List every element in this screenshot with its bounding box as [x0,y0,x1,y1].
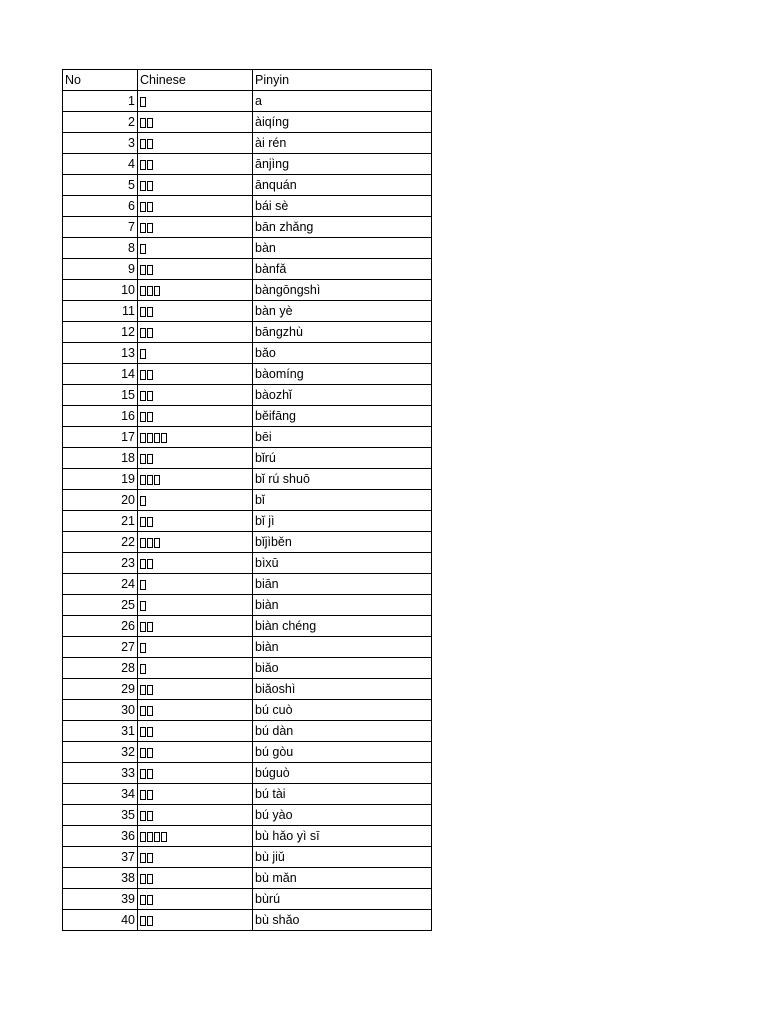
cell-no[interactable]: 16 [63,406,138,427]
cell-no[interactable]: 18 [63,448,138,469]
cell-chinese[interactable] [138,406,253,427]
missing-glyph-icon [140,832,146,842]
cell-chinese[interactable] [138,385,253,406]
missing-glyph-icon [147,475,153,485]
missing-glyph-icon [140,118,146,128]
missing-glyph-boxes [140,685,153,695]
missing-glyph-icon [140,811,146,821]
table-row [63,889,432,910]
cell-chinese[interactable] [138,784,253,805]
missing-glyph-icon [140,916,146,926]
cell-no[interactable]: 2 [63,112,138,133]
missing-glyph-icon [140,328,146,338]
missing-glyph-icon [140,181,146,191]
missing-glyph-icon [147,790,153,800]
table-row [63,154,432,175]
missing-glyph-icon [140,706,146,716]
cell-chinese[interactable] [138,637,253,658]
cell-chinese[interactable] [138,112,253,133]
header-pinyin[interactable]: Pinyin [253,70,432,91]
cell-pinyin[interactable]: bú yào [253,805,432,826]
cell-no[interactable]: 37 [63,847,138,868]
cell-no[interactable]: 19 [63,469,138,490]
cell-pinyin[interactable]: bǐjìběn [253,532,432,553]
missing-glyph-icon [147,328,153,338]
cell-no[interactable]: 23 [63,553,138,574]
missing-glyph-icon [140,727,146,737]
cell-no[interactable]: 34 [63,784,138,805]
missing-glyph-boxes [140,349,146,359]
missing-glyph-boxes [140,769,153,779]
cell-pinyin[interactable]: bù shǎo [253,910,432,931]
cell-no[interactable]: 1 [63,91,138,112]
cell-no[interactable]: 39 [63,889,138,910]
missing-glyph-boxes [140,601,146,611]
missing-glyph-boxes [140,454,153,464]
cell-chinese[interactable] [138,910,253,931]
cell-no[interactable]: 21 [63,511,138,532]
cell-chinese[interactable] [138,889,253,910]
cell-chinese[interactable] [138,532,253,553]
missing-glyph-icon [161,832,167,842]
table-row [63,322,432,343]
cell-pinyin[interactable]: bú tài [253,784,432,805]
missing-glyph-boxes [140,433,167,443]
cell-chinese[interactable] [138,616,253,637]
missing-glyph-boxes [140,160,153,170]
cell-no[interactable]: 27 [63,637,138,658]
table-row [63,469,432,490]
cell-pinyin[interactable]: bǐ jì [253,511,432,532]
cell-no[interactable]: 6 [63,196,138,217]
missing-glyph-boxes [140,328,153,338]
cell-pinyin[interactable]: bàozhǐ [253,385,432,406]
cell-no[interactable]: 17 [63,427,138,448]
missing-glyph-icon [147,202,153,212]
missing-glyph-icon [140,496,146,506]
table-row [63,301,432,322]
missing-glyph-icon [147,517,153,527]
cell-chinese[interactable] [138,427,253,448]
cell-chinese[interactable] [138,91,253,112]
missing-glyph-icon [147,916,153,926]
missing-glyph-icon [154,475,160,485]
missing-glyph-icon [147,748,153,758]
missing-glyph-icon [140,664,146,674]
missing-glyph-icon [140,853,146,863]
cell-no[interactable]: 28 [63,658,138,679]
missing-glyph-boxes [140,223,153,233]
missing-glyph-boxes [140,727,153,737]
missing-glyph-icon [147,370,153,380]
missing-glyph-boxes [140,181,153,191]
table-row [63,112,432,133]
missing-glyph-icon [140,622,146,632]
cell-pinyin[interactable]: bú cuò [253,700,432,721]
table-row [63,742,432,763]
table-row [63,385,432,406]
missing-glyph-icon [140,265,146,275]
cell-chinese[interactable] [138,301,253,322]
cell-no[interactable]: 11 [63,301,138,322]
table-row [63,763,432,784]
missing-glyph-boxes [140,412,153,422]
cell-pinyin[interactable]: bù jiǔ [253,847,432,868]
cell-chinese[interactable] [138,133,253,154]
missing-glyph-boxes [140,622,153,632]
cell-no[interactable]: 15 [63,385,138,406]
table-body [63,70,432,931]
missing-glyph-boxes [140,790,153,800]
cell-pinyin[interactable]: bìxū [253,553,432,574]
header-no[interactable]: No [63,70,138,91]
cell-pinyin[interactable]: biān [253,574,432,595]
cell-chinese[interactable] [138,826,253,847]
table-row [63,532,432,553]
cell-chinese[interactable] [138,700,253,721]
cell-chinese[interactable] [138,679,253,700]
header-row [63,70,432,91]
header-chinese[interactable]: Chinese [138,70,253,91]
missing-glyph-icon [147,874,153,884]
cell-chinese[interactable] [138,322,253,343]
cell-pinyin[interactable]: bàn [253,238,432,259]
cell-no[interactable]: 24 [63,574,138,595]
cell-pinyin[interactable]: bǎo [253,343,432,364]
missing-glyph-icon [147,538,153,548]
cell-chinese[interactable] [138,658,253,679]
cell-pinyin[interactable]: bǐ [253,490,432,511]
missing-glyph-icon [140,643,146,653]
table-row [63,574,432,595]
cell-no[interactable]: 8 [63,238,138,259]
missing-glyph-boxes [140,916,153,926]
missing-glyph-boxes [140,370,153,380]
cell-no[interactable]: 10 [63,280,138,301]
missing-glyph-icon [140,139,146,149]
cell-pinyin[interactable]: ài rén [253,133,432,154]
missing-glyph-icon [147,181,153,191]
cell-no[interactable]: 20 [63,490,138,511]
missing-glyph-icon [140,475,146,485]
table-row [63,343,432,364]
cell-no[interactable]: 9 [63,259,138,280]
table-row [63,616,432,637]
table-row [63,133,432,154]
missing-glyph-boxes [140,496,146,506]
missing-glyph-boxes [140,643,146,653]
missing-glyph-icon [140,433,146,443]
missing-glyph-boxes [140,874,153,884]
missing-glyph-boxes [140,139,153,149]
cell-no[interactable]: 4 [63,154,138,175]
cell-pinyin[interactable]: biàn [253,595,432,616]
missing-glyph-icon [147,811,153,821]
missing-glyph-icon [147,160,153,170]
table-row [63,595,432,616]
missing-glyph-icon [154,433,160,443]
missing-glyph-icon [147,412,153,422]
cell-chinese[interactable] [138,574,253,595]
cell-pinyin[interactable]: biàn chéng [253,616,432,637]
cell-pinyin[interactable]: bù hǎo yì sī [253,826,432,847]
missing-glyph-boxes [140,97,146,107]
missing-glyph-icon [140,454,146,464]
missing-glyph-boxes [140,559,153,569]
cell-pinyin[interactable]: bù mǎn [253,868,432,889]
missing-glyph-icon [147,118,153,128]
missing-glyph-icon [140,559,146,569]
table-row [63,175,432,196]
table-row [63,553,432,574]
cell-no[interactable]: 25 [63,595,138,616]
missing-glyph-icon [140,685,146,695]
cell-chinese[interactable] [138,763,253,784]
missing-glyph-icon [140,748,146,758]
cell-no[interactable]: 3 [63,133,138,154]
missing-glyph-boxes [140,286,160,296]
cell-chinese[interactable] [138,490,253,511]
cell-chinese[interactable] [138,805,253,826]
table-row [63,826,432,847]
cell-no[interactable]: 26 [63,616,138,637]
table-row [63,700,432,721]
missing-glyph-boxes [140,475,160,485]
cell-chinese[interactable] [138,154,253,175]
cell-pinyin[interactable]: bú gòu [253,742,432,763]
missing-glyph-boxes [140,748,153,758]
table-row [63,238,432,259]
missing-glyph-icon [147,853,153,863]
missing-glyph-icon [147,727,153,737]
cell-pinyin[interactable]: bēi [253,427,432,448]
missing-glyph-boxes [140,307,153,317]
cell-no[interactable]: 38 [63,868,138,889]
missing-glyph-icon [140,790,146,800]
missing-glyph-icon [140,538,146,548]
missing-glyph-icon [140,391,146,401]
cell-no[interactable]: 12 [63,322,138,343]
cell-chinese[interactable] [138,511,253,532]
cell-no[interactable]: 22 [63,532,138,553]
cell-chinese[interactable] [138,364,253,385]
cell-chinese[interactable] [138,742,253,763]
missing-glyph-icon [147,307,153,317]
cell-chinese[interactable] [138,217,253,238]
missing-glyph-icon [140,244,146,254]
table-row [63,196,432,217]
cell-pinyin[interactable]: a [253,91,432,112]
missing-glyph-icon [147,433,153,443]
table-row [63,910,432,931]
missing-glyph-icon [147,391,153,401]
cell-chinese[interactable] [138,553,253,574]
cell-no[interactable]: 36 [63,826,138,847]
missing-glyph-boxes [140,244,146,254]
cell-no[interactable]: 33 [63,763,138,784]
table-row [63,805,432,826]
cell-pinyin[interactable]: bǐ rú shuō [253,469,432,490]
missing-glyph-icon [140,349,146,359]
missing-glyph-icon [147,286,153,296]
cell-chinese[interactable] [138,868,253,889]
cell-pinyin[interactable]: ānjìng [253,154,432,175]
missing-glyph-icon [140,97,146,107]
cell-pinyin[interactable]: bàomíng [253,364,432,385]
missing-glyph-icon [140,517,146,527]
cell-chinese[interactable] [138,238,253,259]
table-row [63,364,432,385]
missing-glyph-icon [154,286,160,296]
missing-glyph-icon [140,160,146,170]
missing-glyph-icon [140,202,146,212]
cell-pinyin[interactable]: bāngzhù [253,322,432,343]
table-row [63,511,432,532]
missing-glyph-icon [147,706,153,716]
missing-glyph-icon [161,433,167,443]
missing-glyph-icon [140,601,146,611]
missing-glyph-boxes [140,517,153,527]
missing-glyph-icon [140,223,146,233]
missing-glyph-icon [147,454,153,464]
cell-chinese[interactable] [138,196,253,217]
table-row [63,868,432,889]
cell-no[interactable]: 40 [63,910,138,931]
cell-chinese[interactable] [138,280,253,301]
missing-glyph-boxes [140,832,167,842]
missing-glyph-icon [140,895,146,905]
cell-chinese[interactable] [138,469,253,490]
cell-chinese[interactable] [138,721,253,742]
cell-chinese[interactable] [138,595,253,616]
cell-no[interactable]: 31 [63,721,138,742]
missing-glyph-icon [147,265,153,275]
missing-glyph-boxes [140,202,153,212]
cell-pinyin[interactable]: àiqíng [253,112,432,133]
cell-pinyin[interactable]: búguò [253,763,432,784]
cell-pinyin[interactable]: bàn yè [253,301,432,322]
cell-pinyin[interactable]: biǎo [253,658,432,679]
missing-glyph-icon [147,622,153,632]
missing-glyph-icon [147,895,153,905]
missing-glyph-icon [140,874,146,884]
cell-chinese[interactable] [138,847,253,868]
cell-pinyin[interactable]: bàngōngshì [253,280,432,301]
cell-no[interactable]: 13 [63,343,138,364]
table-row [63,406,432,427]
cell-no[interactable]: 7 [63,217,138,238]
cell-pinyin[interactable]: bùrú [253,889,432,910]
missing-glyph-boxes [140,811,153,821]
cell-pinyin[interactable]: biàn [253,637,432,658]
missing-glyph-boxes [140,895,153,905]
cell-chinese[interactable] [138,175,253,196]
table-row [63,259,432,280]
missing-glyph-boxes [140,538,160,548]
missing-glyph-icon [140,769,146,779]
cell-no[interactable]: 29 [63,679,138,700]
missing-glyph-icon [147,139,153,149]
cell-no[interactable]: 32 [63,742,138,763]
table-row [63,784,432,805]
missing-glyph-boxes [140,664,146,674]
table-row [63,427,432,448]
missing-glyph-icon [154,832,160,842]
vocabulary-table [62,69,432,931]
missing-glyph-boxes [140,580,146,590]
cell-no[interactable]: 5 [63,175,138,196]
missing-glyph-icon [140,286,146,296]
cell-pinyin[interactable]: ānquán [253,175,432,196]
missing-glyph-boxes [140,853,153,863]
cell-pinyin[interactable]: bān zhǎng [253,217,432,238]
cell-chinese[interactable] [138,448,253,469]
cell-pinyin[interactable]: běifāng [253,406,432,427]
cell-chinese[interactable] [138,343,253,364]
missing-glyph-boxes [140,391,153,401]
table-row [63,91,432,112]
cell-no[interactable]: 35 [63,805,138,826]
missing-glyph-icon [154,538,160,548]
missing-glyph-icon [147,769,153,779]
missing-glyph-icon [147,559,153,569]
cell-pinyin[interactable]: bái sè [253,196,432,217]
missing-glyph-icon [147,223,153,233]
table-row [63,217,432,238]
missing-glyph-icon [147,685,153,695]
missing-glyph-boxes [140,706,153,716]
missing-glyph-icon [140,580,146,590]
table-row [63,721,432,742]
cell-pinyin[interactable]: bǐrú [253,448,432,469]
cell-chinese[interactable] [138,259,253,280]
missing-glyph-boxes [140,265,153,275]
missing-glyph-icon [140,370,146,380]
cell-no[interactable]: 14 [63,364,138,385]
missing-glyph-icon [147,832,153,842]
table-row [63,490,432,511]
missing-glyph-icon [140,412,146,422]
table-row [63,847,432,868]
cell-pinyin[interactable]: bú dàn [253,721,432,742]
cell-no[interactable]: 30 [63,700,138,721]
table-row [63,679,432,700]
table-row [63,280,432,301]
missing-glyph-boxes [140,118,153,128]
table-row [63,658,432,679]
missing-glyph-icon [140,307,146,317]
cell-pinyin[interactable]: biǎoshì [253,679,432,700]
cell-pinyin[interactable]: bànfǎ [253,259,432,280]
table-row [63,448,432,469]
table-row [63,637,432,658]
